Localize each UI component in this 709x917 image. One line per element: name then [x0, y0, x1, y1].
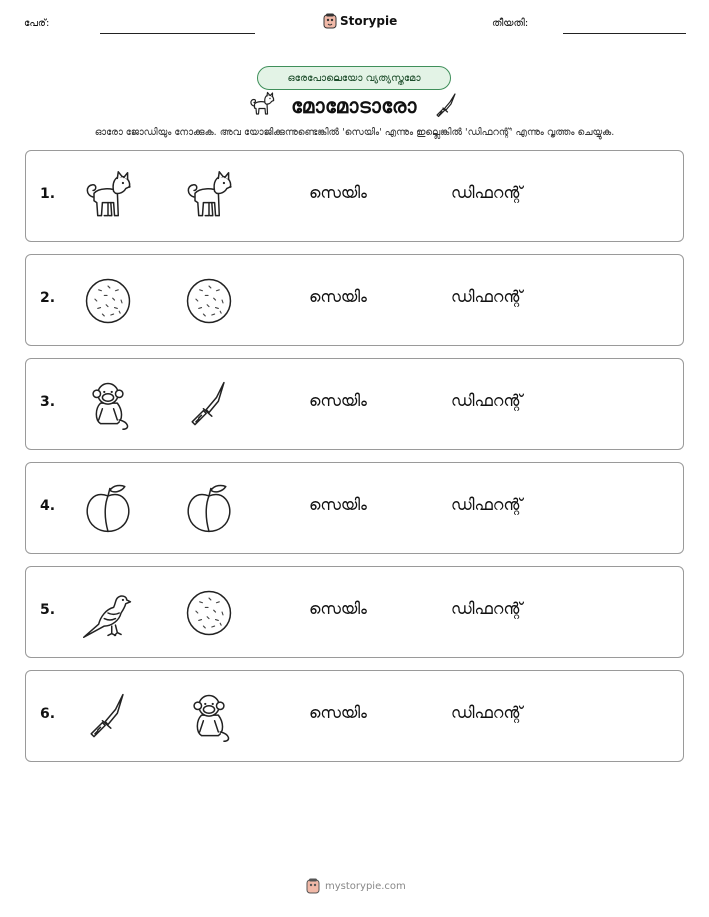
same-option[interactable]: സെയിം	[309, 287, 367, 306]
row-number: 3.	[40, 394, 56, 410]
title-row	[228, 90, 480, 122]
different-option[interactable]: ഡിഫറന്റ്	[451, 391, 523, 410]
same-option[interactable]: സെയിം	[309, 495, 367, 514]
right-picture	[181, 377, 237, 433]
name-line[interactable]	[100, 33, 255, 34]
peach-icon	[181, 481, 237, 537]
footer-site[interactable]: mystorypie.com	[325, 880, 406, 892]
monkey-icon	[80, 377, 136, 433]
same-option[interactable]: സെയിം	[309, 599, 367, 618]
left-picture	[80, 689, 136, 745]
row-number: 5.	[40, 602, 56, 618]
left-picture	[80, 585, 136, 641]
different-option[interactable]: ഡിഫറന്റ്	[451, 287, 523, 306]
different-option[interactable]: ഡിഫറന്റ്	[451, 183, 523, 202]
same-option[interactable]: സെയിം	[309, 183, 367, 202]
page-title: മോമോടാരോ	[291, 94, 417, 118]
dog-icon	[247, 91, 277, 121]
date-label: തീയതി:	[492, 18, 529, 29]
name-label: പേര്:	[24, 18, 50, 29]
dog-icon	[181, 169, 237, 225]
row-number: 2.	[40, 290, 56, 306]
storypie-icon	[323, 13, 337, 29]
row-number: 1.	[40, 186, 56, 202]
footer	[306, 878, 406, 894]
right-picture	[181, 169, 237, 225]
right-picture	[181, 481, 237, 537]
right-picture	[181, 585, 237, 641]
question-row	[25, 670, 684, 762]
dumpling-icon	[181, 273, 237, 329]
dog-icon	[80, 169, 136, 225]
date-line[interactable]	[563, 33, 686, 34]
sword-icon	[431, 91, 461, 121]
question-row	[25, 462, 684, 554]
question-row	[25, 358, 684, 450]
dumpling-icon	[80, 273, 136, 329]
same-option[interactable]: സെയിം	[309, 391, 367, 410]
right-picture	[181, 689, 237, 745]
brand-name: Storypie	[340, 14, 398, 28]
pheasant-icon	[80, 585, 136, 641]
sword-icon	[181, 377, 237, 433]
question-row	[25, 150, 684, 242]
brand-logo	[323, 13, 397, 29]
right-picture	[181, 273, 237, 329]
monkey-icon	[181, 689, 237, 745]
left-picture	[80, 273, 136, 329]
different-option[interactable]: ഡിഫറന്റ്	[451, 495, 523, 514]
peach-icon	[80, 481, 136, 537]
left-picture	[80, 377, 136, 433]
left-picture	[80, 481, 136, 537]
storypie-icon	[306, 878, 320, 894]
left-picture	[80, 169, 136, 225]
different-option[interactable]: ഡിഫറന്റ്	[451, 599, 523, 618]
instructions: ഓരോ ജോഡിയും നോക്കുക. അവ യോജിക്കുന്നുണ്ടെങ്കിൽ 'സെയിം' എന്നും ഇല്ലെങ്കിൽ 'ഡിഫറന്റ്' എന്നും വൃത്തം ചെയ്യുക.	[94, 127, 615, 138]
dumpling-icon	[181, 585, 237, 641]
question-row	[25, 254, 684, 346]
sword-icon	[80, 689, 136, 745]
row-number: 6.	[40, 706, 56, 722]
worksheet-tag: ഒരേപോലെയോ വ്യത്യസ്തമോ	[257, 66, 451, 90]
row-number: 4.	[40, 498, 56, 514]
different-option[interactable]: ഡിഫറന്റ്	[451, 703, 523, 722]
same-option[interactable]: സെയിം	[309, 703, 367, 722]
question-row	[25, 566, 684, 658]
